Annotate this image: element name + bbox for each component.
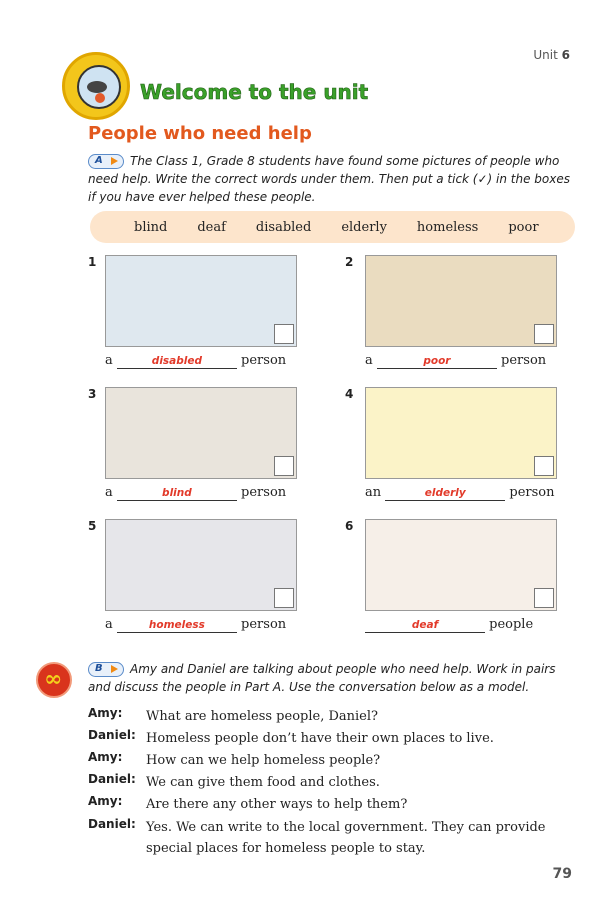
item-illustration: [365, 387, 557, 479]
dialogue-line: [88, 817, 576, 859]
word: disabled: [255, 219, 312, 235]
unit-label: Unit 6: [533, 48, 570, 62]
answer-blank[interactable]: deaf: [365, 618, 485, 633]
pair-work-icon: [36, 662, 72, 698]
dialogue-line: [88, 706, 576, 727]
answer-blank[interactable]: poor: [377, 354, 497, 369]
line-text: Are there any other ways to help them?: [146, 797, 408, 812]
answer-blank[interactable]: blind: [117, 486, 237, 501]
item-number: 3: [88, 387, 97, 401]
item-illustration: [105, 255, 297, 347]
speaker: Daniel:: [88, 728, 136, 742]
item-illustration: [105, 519, 297, 611]
answer-blank[interactable]: homeless: [117, 618, 237, 633]
part-a-instruction: A The Class 1, Grade 8 students have found some pictures of people who need help. Write the correct words under them. Then put a tick (✓) in the boxes if you have ever helped these people.: [88, 154, 570, 204]
tick-box[interactable]: [534, 456, 554, 476]
line-text: What are homeless people, Daniel?: [146, 709, 378, 724]
line-text: We can give them food and clothes.: [146, 775, 380, 790]
line-text: Yes. We can write to the local government. They can provide special places for homeless people to stay.: [146, 820, 546, 856]
item-illustration: [365, 255, 557, 347]
answer-blank[interactable]: elderly: [385, 486, 505, 501]
line-text: Homeless people don’t have their own places to live.: [146, 731, 494, 746]
speaker: Amy:: [88, 706, 123, 720]
word: blind: [134, 219, 168, 235]
item-caption: a poor person: [365, 353, 547, 368]
tick-box[interactable]: [274, 324, 294, 344]
word: poor: [508, 219, 539, 235]
item-number: 1: [88, 255, 97, 269]
part-b-badge: B: [88, 662, 124, 677]
item-caption: an elderly person: [365, 485, 555, 500]
tick-box[interactable]: [274, 456, 294, 476]
speaker: Amy:: [88, 750, 123, 764]
word: homeless: [416, 219, 479, 235]
item-caption: a disabled person: [105, 353, 287, 368]
speaker: Daniel:: [88, 772, 136, 786]
item-number: 4: [345, 387, 354, 401]
word: deaf: [197, 219, 226, 235]
item-number: 6: [345, 519, 354, 533]
dialogue-line: [88, 728, 576, 749]
dialogue-line: [88, 772, 576, 793]
speaker: Amy:: [88, 794, 123, 808]
word: elderly: [341, 219, 387, 235]
part-a-badge: A: [88, 154, 124, 169]
page-number: 79: [552, 866, 572, 882]
item-illustration: [365, 519, 557, 611]
line-text: How can we help homeless people?: [146, 753, 381, 768]
tick-box[interactable]: [534, 588, 554, 608]
dog-mascot-icon: [62, 52, 130, 120]
tick-box[interactable]: [274, 588, 294, 608]
item-caption: a homeless person: [105, 617, 287, 632]
section-title: People who need help: [88, 123, 312, 144]
item-number: 2: [345, 255, 354, 269]
dialogue-line: [88, 794, 576, 815]
item-number: 5: [88, 519, 97, 533]
dialogue-line: [88, 750, 576, 771]
word-bank: [90, 211, 575, 243]
item-caption: a blind person: [105, 485, 287, 500]
part-b-instruction: B Amy and Daniel are talking about people who need help. Work in pairs and discuss the people in Part A. Use the conversation below as a model.: [88, 662, 556, 694]
speaker: Daniel:: [88, 817, 136, 831]
item-caption: deaf people: [365, 617, 533, 633]
page-title: Welcome to the unit: [140, 80, 369, 104]
answer-blank[interactable]: disabled: [117, 354, 237, 369]
tick-box[interactable]: [534, 324, 554, 344]
item-illustration: [105, 387, 297, 479]
